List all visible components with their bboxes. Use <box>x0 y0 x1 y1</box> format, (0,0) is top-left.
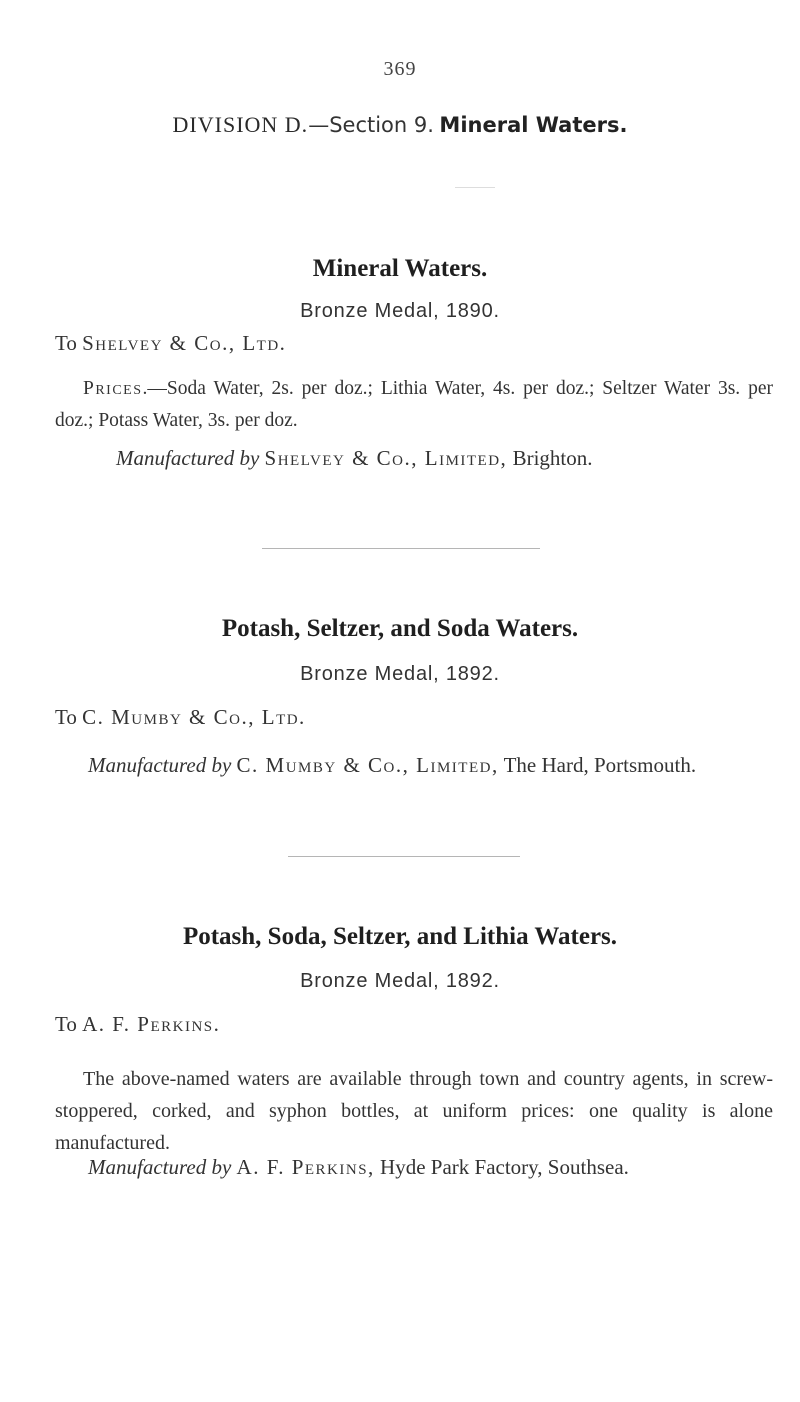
entry-3-manufacturer-name: A. F. Perkins, <box>236 1155 375 1179</box>
entry-2-to-prefix: To <box>55 705 77 729</box>
entry-1-manufacturer-place: Brighton. <box>512 446 593 470</box>
entry-3-manufactured-label: Manufactured by <box>88 1155 232 1179</box>
entry-3-medal: Bronze Medal, 1892. <box>300 970 500 992</box>
entry-2-medal: Bronze Medal, 1892. <box>300 663 500 685</box>
entry-1-awardee <box>55 331 286 356</box>
entry-1-medal: Bronze Medal, 1890. <box>300 300 500 322</box>
entry-3-to-prefix: To <box>55 1012 77 1036</box>
header-divider <box>455 187 495 188</box>
entry-1-to-prefix: To <box>55 331 77 355</box>
entry-3-title: Potash, Soda, Seltzer, and Lithia Waters. <box>182 923 618 950</box>
entry-1-manufacturer <box>116 446 592 471</box>
division-header <box>0 112 800 138</box>
entry-3-description <box>55 1063 773 1159</box>
entry-3-description-text: The above-named waters are available through town and country agents, in screw-stoppered, corked, and syphon bottles, at uniform prices: one quality is alone manufactured. <box>55 1068 773 1154</box>
entry-2-manufacturer-name: C. Mumby & Co., Limited, <box>236 753 499 777</box>
entry-1-title: Mineral Waters. <box>312 255 488 282</box>
entry-2-awardee <box>55 705 306 730</box>
entry-1-prices-label: Prices <box>83 378 143 399</box>
division-label: DIVISION D. <box>172 112 309 137</box>
entry-1-manufacturer-name: Shelvey & Co., Limited, <box>264 446 508 470</box>
entry-2-manufactured-label: Manufactured by <box>88 753 232 777</box>
entry-3-manufacturer <box>88 1155 629 1180</box>
entry-2-manufacturer <box>88 753 696 778</box>
entry-2-manufacturer-place: The Hard, Portsmouth. <box>503 753 697 777</box>
entry-3-awardee <box>55 1012 220 1037</box>
entry-2-title: Potash, Seltzer, and Soda Waters. <box>221 615 579 642</box>
entry-1-prices <box>55 373 773 437</box>
entry-1-prices-text: .—Soda Water, 2s. per doz.; Lithia Water, 4s. per doz.; Seltzer Water 3s. per doz.; Potass Water, 3s. per doz. <box>55 378 773 431</box>
entry-1-manufactured-label: Manufactured by <box>116 446 260 470</box>
entry-2-awardee-name: C. Mumby & Co., Ltd. <box>82 705 306 729</box>
divider-2 <box>288 856 520 857</box>
entry-3-awardee-name: A. F. Perkins. <box>82 1012 221 1036</box>
divider-1 <box>262 548 540 549</box>
entry-3-manufacturer-place: Hyde Park Factory, Southsea. <box>380 1155 629 1179</box>
division-title: Mineral Waters. <box>439 113 628 137</box>
entry-1-awardee-name: Shelvey & Co., Ltd. <box>82 331 287 355</box>
page-number: 369 <box>383 58 417 80</box>
section-label: —Section 9. <box>308 113 434 137</box>
